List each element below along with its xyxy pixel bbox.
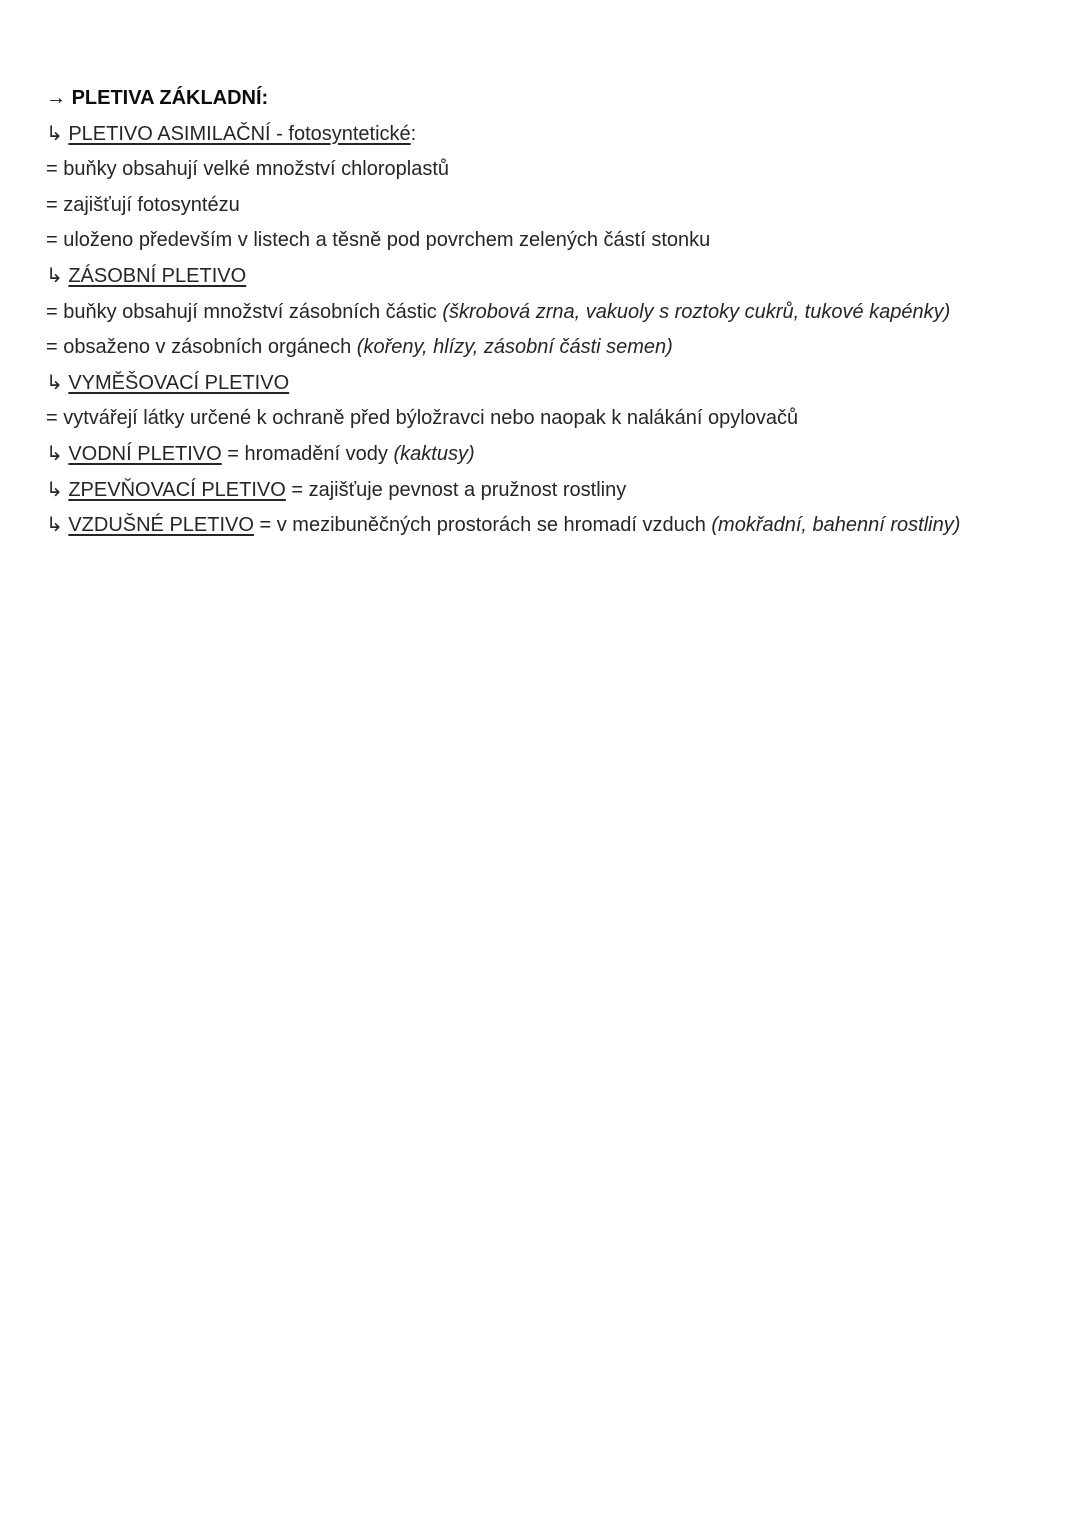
text-segment: = buňky obsahují velké množství chloroplastů — [46, 158, 449, 181]
text-segment: = vytvářejí látky určené k ochraně před býložravci nebo naopak k nalákání opylovačů — [46, 407, 799, 430]
text-segment: = zajišťují fotosyntézu — [46, 193, 240, 216]
text-segment: (mokřadní, bahenní rostliny) — [711, 514, 961, 537]
text-segment: ↳ — [46, 122, 69, 145]
line-zpevnovaci-pletivo — [46, 473, 971, 509]
line-vodni-pletivo — [46, 437, 971, 473]
text-segment: ↳ — [46, 514, 69, 537]
text-segment: ZÁSOBNÍ PLETIVO — [68, 264, 247, 287]
text-segment: → — [46, 87, 72, 109]
text-segment: VYMĚŠOVACÍ PLETIVO — [68, 371, 290, 394]
line-bunky-chloroplasty — [46, 152, 971, 188]
text-segment: ↳ — [46, 478, 69, 501]
text-segment: : — [410, 122, 417, 145]
text-segment: = zajišťuje pevnost a pružnost rostliny — [285, 478, 627, 501]
line-vzdusne-pletivo — [46, 508, 971, 544]
line-zajistuji-fotosyntezu — [46, 188, 971, 224]
text-segment: = obsaženo v zásobních orgánech — [46, 336, 357, 359]
text-segment: VODNÍ PLETIVO — [68, 442, 222, 465]
line-vytvareji-latky — [46, 401, 971, 437]
line-vymesovaci-pletivo — [46, 366, 971, 402]
line-ulozeno-v-listech — [46, 223, 971, 259]
text-segment: = v mezibuněčných prostorách se hromadí vzduch — [253, 514, 712, 537]
text-segment: = uloženo především v listech a těsně pod povrchem zelených částí stonku — [46, 229, 711, 252]
line-zasobni-organy — [46, 330, 971, 366]
text-segment: = hromadění vody — [221, 442, 394, 465]
text-segment: PLETIVA ZÁKLADNÍ: — [71, 87, 269, 109]
text-segment: (kaktusy) — [393, 442, 475, 465]
text-segment: ↳ — [46, 442, 69, 465]
text-segment: VZDUŠNÉ PLETIVO — [68, 514, 254, 537]
text-segment: = buňky obsahují množství zásobních částic — [46, 300, 443, 323]
text-segment: (kořeny, hlízy, zásobní části semen) — [356, 336, 673, 359]
heading-pletiva-zakladni — [46, 81, 971, 117]
document-body — [46, 81, 1010, 544]
text-segment: ZPEVŇOVACÍ PLETIVO — [68, 478, 286, 501]
text-segment: ↳ — [46, 264, 69, 287]
text-segment: (škrobová zrna, vakuoly s roztoky cukrů, tukové kapénky) — [442, 300, 951, 323]
text-segment: PLETIVO ASIMILAČNÍ - fotosyntetické — [68, 122, 411, 145]
line-zasobni-pletivo — [46, 259, 971, 295]
line-pletivo-asimilacni — [46, 117, 971, 153]
line-zasobni-castice — [46, 295, 971, 331]
text-segment: ↳ — [46, 371, 69, 394]
